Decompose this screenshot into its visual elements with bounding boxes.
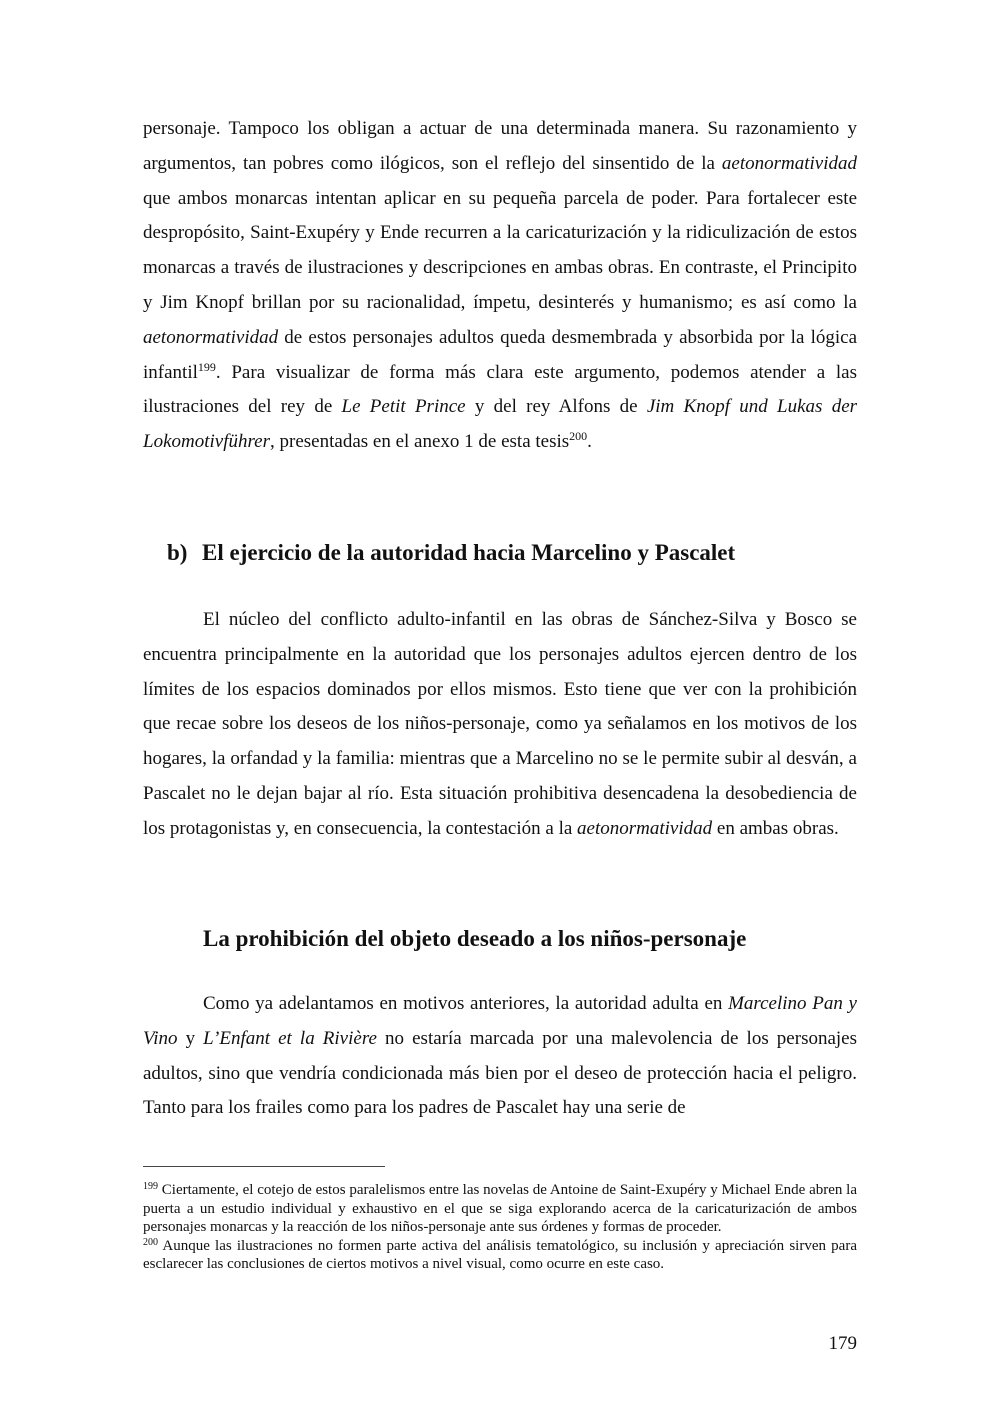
paragraph-1: [143, 112, 857, 460]
text-run: en ambas obras.: [712, 817, 839, 839]
footnote-number: 199: [143, 1181, 158, 1192]
text-run: . Para visualizar de forma más clara este argumento, podemos atender a las ilustraciones del rey de: [143, 361, 857, 418]
footnote-ref-199[interactable]: 199: [197, 359, 216, 374]
footnote-199: [143, 1181, 857, 1237]
page-number: 179: [828, 1333, 857, 1354]
text-run: Como ya adelantamos en motivos anteriores, la autoridad adulta en: [203, 993, 729, 1014]
body-text-block-3: [143, 987, 857, 1126]
italic-title: Le Petit Prince: [341, 396, 466, 418]
text-run: y: [177, 1027, 204, 1049]
text-run: .: [587, 431, 592, 453]
paragraph-3: [143, 987, 857, 1126]
text-run: y del rey Alfons de: [465, 396, 647, 418]
italic-title: L’Enfant et la Rivière: [203, 1027, 377, 1049]
body-text-block-2: [143, 603, 857, 847]
text-run: , presentadas en el anexo 1 de esta tesis: [270, 431, 570, 453]
footnotes: [143, 1181, 857, 1274]
text-run: personaje. Tampoco los obligan a actuar de una determinada manera. Su razonamiento y argumentos, tan pobres como ilógicos, son el reflejo del sinsentido de la: [143, 118, 857, 174]
italic-term: aetonormatividad: [143, 326, 279, 348]
italic-title: Jim Knopf und Lukas der Lokomotivführer: [143, 396, 858, 453]
italic-term: aetonormatividad: [577, 817, 713, 839]
footnote-separator: [143, 1166, 385, 1167]
footnote-text: Aunque las ilustraciones no formen parte activa del análisis tematológico, su inclusión y apreciación sirven para esclarecer las conclusiones de ciertos motivos a nivel visual, como ocurre en este caso.: [143, 1237, 857, 1272]
text-run: no estaría marcada por una malevolencia de los personajes adultos, sino que vendría condicionada más bien por el deseo de protección hacia el peligro. Tanto para los frailes como para los padres de Pascalet hay una serie de: [143, 1027, 857, 1119]
footnote-ref-200[interactable]: 200: [569, 429, 588, 444]
footnote-number: 200: [143, 1236, 158, 1248]
section-heading-b: [167, 540, 735, 566]
paragraph-2: [143, 603, 857, 847]
text-run: El núcleo del conflicto adulto-infantil en las obras de Sánchez-Silva y Bosco se encuentra principalmente en la autoridad que los personajes adultos ejercen dentro de los límites de los espacios dominados por ellos mismos. Esto tiene que ver con la prohibición que recae sobre los deseos de los niños-personaje, como ya señalamos en los motivos de los hogares, la orfandad y la familia: mientras que a Marcelino no se le permite subir al desván, a Pascalet no le dejan bajar al río. Esta situación prohibitiva desencadena la desobediencia de los protagonistas y, en consecuencia, la contestación a la: [143, 609, 857, 839]
footnote-text: Ciertamente, el cotejo de estos paralelismos entre las novelas de Antoine de Saint-Exupéry y Michael Ende abren la puerta a un estudio individual y exhaustivo en el que se siga explorando acerca de la caricaturización de ambos personajes monarcas y la reacción de los niños-personaje ante sus órdenes y formas de proceder.: [143, 1182, 857, 1235]
body-text-block-1: [143, 112, 857, 460]
section-title: El ejercicio de la autoridad hacia Marcelino y Pascalet: [202, 540, 736, 565]
italic-title: Marcelino Pan y Vino: [143, 993, 857, 1049]
text-run: de estos personajes adultos queda desmembrada y absorbida por la lógica infantil: [143, 326, 857, 383]
footnote-200: [143, 1237, 857, 1274]
italic-term: aetonormatividad: [721, 152, 857, 174]
text-run: que ambos monarcas intentan aplicar en su pequeña parcela de poder. Para fortalecer este despropósito, Saint-Exupéry y Ende recurren a la caricaturización y la ridiculización de estos monarcas a través de ilustraciones y descripciones en ambas obras. En contraste, el Principito y Jim Knopf brillan por su racionalidad, ímpetu, desinterés y humanismo; es así como la: [143, 187, 857, 313]
section-label: b): [167, 540, 188, 565]
subsection-heading: La prohibición del objeto deseado a los niños-personaje: [203, 926, 747, 951]
